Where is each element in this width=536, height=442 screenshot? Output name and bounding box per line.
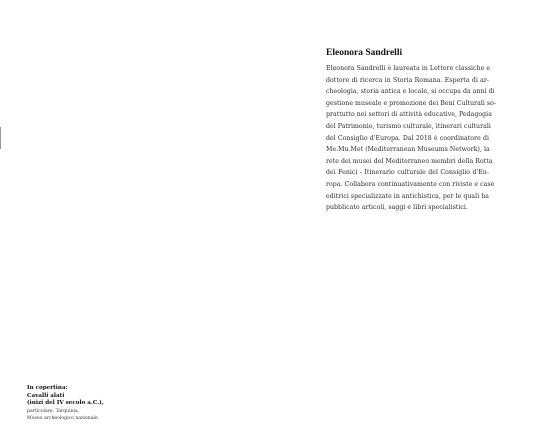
- cover-caption: [27, 385, 147, 422]
- bio-line: dei Fenici - Itinerario culturale del Consiglio d'Eu-: [326, 169, 489, 177]
- cover-artwork-date: (inizi del IV secolo a.C.),: [27, 400, 104, 407]
- bio-line: dottore di ricerca in Storia Romana. Esperta di ar-: [326, 76, 489, 84]
- bio-line: ropa. Collabora continuativamente con riviste e case: [326, 180, 495, 188]
- cover-artwork-title: Cavalli alati: [27, 392, 65, 399]
- bio-line: Eleonora Sandrelli è laureata in Lettere classiche e: [326, 65, 491, 72]
- bio-line: cheologia, storia antica e locale, si occupa da anni di: [326, 88, 495, 96]
- bio-line: prattutto nei settori di attività educative, Pedagogia: [326, 111, 492, 119]
- cover-artwork-museum: Museo archeologico nazionale.: [27, 415, 100, 421]
- cover-artwork-detail: particolare, Tarquinia,: [27, 408, 80, 414]
- bio-line: editrici specializzate in antichistica, per le quali ha: [326, 192, 490, 200]
- bio-line: del Patrimonio, turismo culturale, itinerari culturali: [326, 122, 491, 130]
- author-bio-text: [326, 63, 497, 214]
- bio-line: rete dei musei del Mediterraneo membri della Rotta: [326, 157, 493, 165]
- author-name: Eleonora Sandrelli: [326, 48, 403, 58]
- cover-caption-heading: In copertina:: [27, 385, 68, 391]
- bio-line: del Consiglio d'Europa. Dal 2018 è coordinatore di: [326, 134, 489, 142]
- author-bio: [326, 47, 497, 214]
- bio-line: Me.Mu.Met (Mediterranean Museums Network), la: [326, 146, 490, 154]
- bio-line: pubblicato articoli, saggi e libri specialistici.: [326, 204, 468, 212]
- bio-line: gestione museale e promozione dei Beni Culturali so-: [326, 99, 497, 107]
- page-edge-mark: [0, 127, 1, 149]
